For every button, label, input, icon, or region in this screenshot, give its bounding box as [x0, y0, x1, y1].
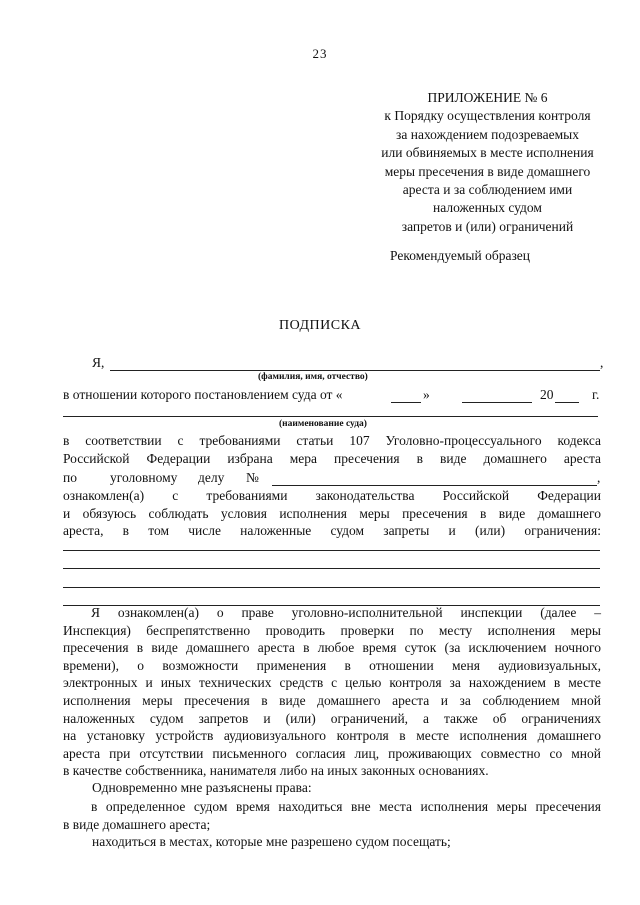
month-blank-line[interactable] — [462, 402, 532, 403]
restrictions-blank-line[interactable] — [63, 587, 600, 588]
appendix-line: меры пресечения в виде домашнего — [384, 163, 591, 179]
right2-line: находиться в местах, которые мне разрешено судом посещать; — [92, 834, 451, 849]
right1-line: в виде домашнего ареста; — [63, 816, 211, 832]
acquainted-paragraph — [63, 487, 601, 540]
right1-paragraph — [63, 798, 601, 833]
fio-comma: , — [600, 355, 604, 370]
rights-line: на установку устройств аудиовизуального контроля в месте исполнения домашнего — [63, 728, 601, 744]
appendix-line: ареста и за соблюдением ими — [402, 182, 573, 198]
case-label-po: по — [63, 470, 77, 485]
rights-line: Я ознакомлен(а) о праве уголовно-исполнительной инспекции (далее – — [91, 605, 601, 620]
i-label: Я, — [92, 355, 105, 370]
case-number-blank-line[interactable] — [272, 485, 597, 486]
rights-line: наложенных судом запретов и (или) ограничений, а также об ограничениях — [63, 710, 601, 726]
case-label-number-sign: № — [246, 470, 259, 485]
acquainted-line: и обязуюсь соблюдать условия исполнения меры пресечения в виде домашнего — [63, 505, 601, 521]
acquainted-line: ознакомлен(а) с требованиями законодательства Российской Федерации — [63, 488, 601, 503]
quote-close: » — [423, 387, 430, 402]
case-label-case: делу — [198, 470, 225, 485]
rights-line: ареста при отсутствии письменного согласия лиц, проживающих совместно со мной — [63, 745, 601, 761]
rights-line: исполнения меры пресечения в виде домашнего ареста и за соблюдением мной — [63, 692, 601, 708]
restrictions-blank-line[interactable] — [63, 568, 600, 569]
decision-text: в отношении которого постановлением суда от « — [63, 387, 343, 402]
article-line: Российской Федерации избрана мера пресечения в виде домашнего ареста — [63, 450, 601, 466]
appendix-line: за нахождением подозреваемых — [396, 126, 579, 142]
rights-line: пресечения в виде домашнего ареста в любое время суток (за исключением ночного — [63, 640, 601, 656]
document-title: ПОДПИСКА — [278, 318, 362, 333]
court-blank-line[interactable] — [63, 416, 598, 417]
year-prefix: 20 — [540, 387, 554, 402]
article-line: в соответствии с требованиями статьи 107 Уголовно-процессуального кодекса — [63, 433, 601, 448]
appendix-line: ПРИЛОЖЕНИЕ № 6 — [427, 90, 548, 105]
rights-line: в качестве собственника, нанимателя либо на иных законных основаниях. — [63, 763, 489, 779]
acquainted-line: ареста, в том числе наложенные судом запреты и (или) ограничения: — [63, 523, 601, 539]
case-comma: , — [597, 470, 601, 485]
sample-label: Рекомендуемый образец — [390, 248, 531, 263]
page-number: 23 — [312, 46, 328, 61]
rights-line: Инспекция) беспрепятственно проводить проверки по месту исполнения меры — [63, 622, 601, 638]
year-blank-line[interactable] — [555, 402, 579, 403]
year-suffix: г. — [592, 387, 600, 402]
day-blank-line[interactable] — [391, 402, 421, 403]
fio-caption: (фамилия, имя, отчество) — [258, 372, 368, 382]
fio-blank-line[interactable] — [110, 370, 600, 371]
appendix-line: или обвиняемых в месте исполнения — [381, 145, 594, 161]
explained-line: Одновременно мне разъяснены права: — [92, 780, 312, 795]
rights-paragraph — [63, 604, 601, 780]
appendix-line: к Порядку осуществления контроля — [384, 108, 591, 124]
article-paragraph — [63, 432, 601, 467]
case-label-criminal: уголовному — [110, 470, 178, 485]
rights-line: времени), о возможности применения в отношении меня аудиовизуальных, — [63, 657, 601, 673]
appendix-line: наложенных судом — [433, 200, 542, 216]
court-caption: (наименование суда) — [279, 419, 367, 429]
appendix-header — [355, 89, 620, 236]
rights-line: электронных и иных технических средств с целью контроля за нахождением в месте — [63, 675, 601, 691]
right1-line: в определенное судом время находиться вне места исполнения меры пресечения — [91, 799, 601, 814]
appendix-line: запретов и (или) ограничений — [401, 218, 574, 234]
restrictions-blank-line[interactable] — [63, 550, 600, 551]
